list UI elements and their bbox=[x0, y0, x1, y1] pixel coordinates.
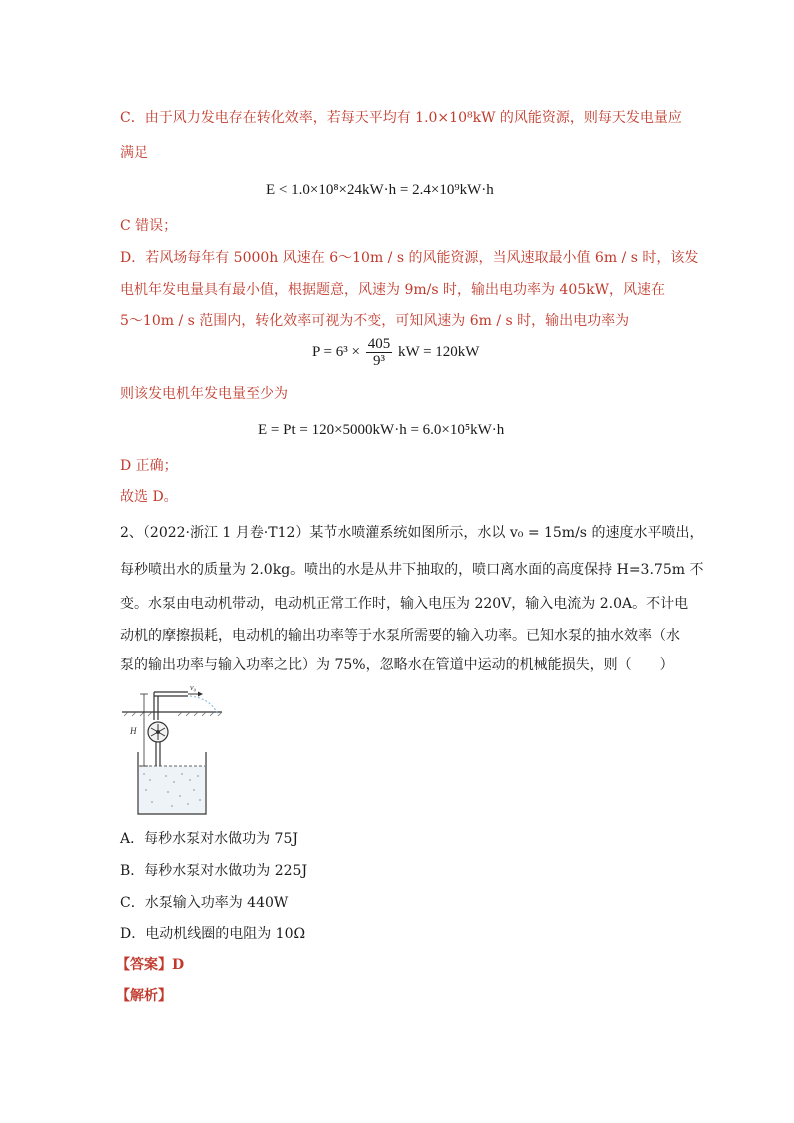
annual-energy-equation: E = Pt = 120×5000kW·h = 6.0×10⁵kW·h bbox=[258, 422, 505, 438]
question-2-line1: 2、（2022·浙江 1 月卷·T12）某节水喷灌系统如图所示，水以 v₀ = 15m/s 的速度水平喷出， bbox=[120, 525, 704, 541]
conclusion: 故选 D。 bbox=[120, 489, 178, 505]
option-a: A．每秒水泵对水做功为 75J bbox=[120, 831, 298, 847]
water-jet-trajectory bbox=[190, 696, 218, 714]
question-2-line5: 泵的输出功率与输入功率之比）为 75%，忽略水在管道中运动的机械能损失，则（ ） bbox=[120, 657, 674, 673]
question-2-line3: 变。水泵由电动机带动，电动机正常工作时，输入电压为 220V，输入电流为 2.0A。不计电 bbox=[120, 596, 689, 612]
annual-energy-intro: 则该发电机年发电量至少为 bbox=[120, 386, 288, 402]
power-equation-right: kW = 120kW bbox=[397, 343, 480, 360]
question-2-line2: 每秒喷出水的质量为 2.0kg。喷出的水是从井下抽取的，喷口离水面的高度保持 H=3.75m 不 bbox=[120, 562, 704, 578]
power-equation-numerator: 405 bbox=[367, 336, 391, 352]
option-d: D．电动机线圈的电阻为 10Ω bbox=[120, 926, 306, 942]
figure-h-label: H bbox=[130, 726, 137, 736]
power-equation-left: P = 6³ × bbox=[312, 343, 360, 360]
option-b: B．每秒水泵对水做功为 225J bbox=[120, 863, 308, 879]
option-c-explanation-line1: C．由于风力发电存在转化效率，若每天平均有 1.0×10⁸kW 的风能资源，则每天发电量应 bbox=[120, 110, 682, 126]
answer-label: 【答案】D bbox=[116, 957, 185, 973]
daily-energy-equation: E < 1.0×10⁸×24kW·h = 2.4×10⁹kW·h bbox=[266, 182, 494, 198]
figure-v0-label: v₀ bbox=[190, 683, 197, 692]
option-d-explanation-line1: D．若风场每年有 5000h 风速在 6～10m / s 的风能资源，当风速取最小值 6m / s 时，该发 bbox=[120, 250, 699, 266]
option-c: C．水泵输入功率为 440W bbox=[120, 895, 289, 911]
option-d-explanation-line2: 电机年发电量具有最小值，根据题意，风速为 9m/s 时，输出电功率为 405kW，风速在 bbox=[120, 282, 666, 298]
power-equation bbox=[312, 336, 479, 369]
question-2-line4: 动机的摩擦损耗，电动机的输出功率等于水泵所需要的输入功率。已知水泵的抽水效率（水 bbox=[120, 628, 680, 644]
power-equation-denominator: 9³ bbox=[372, 353, 385, 369]
option-c-explanation-line2: 满足 bbox=[120, 145, 148, 161]
power-equation-fraction bbox=[366, 336, 393, 369]
analysis-label: 【解析】 bbox=[116, 988, 172, 1004]
option-c-verdict: C 错误； bbox=[120, 218, 178, 234]
option-d-explanation-line3: 5～10m / s 范围内，转化效率可视为不变，可知风速为 6m / s 时，输出电功率为 bbox=[120, 313, 630, 329]
option-d-verdict: D 正确； bbox=[120, 458, 178, 474]
irrigation-system-figure bbox=[118, 682, 228, 818]
